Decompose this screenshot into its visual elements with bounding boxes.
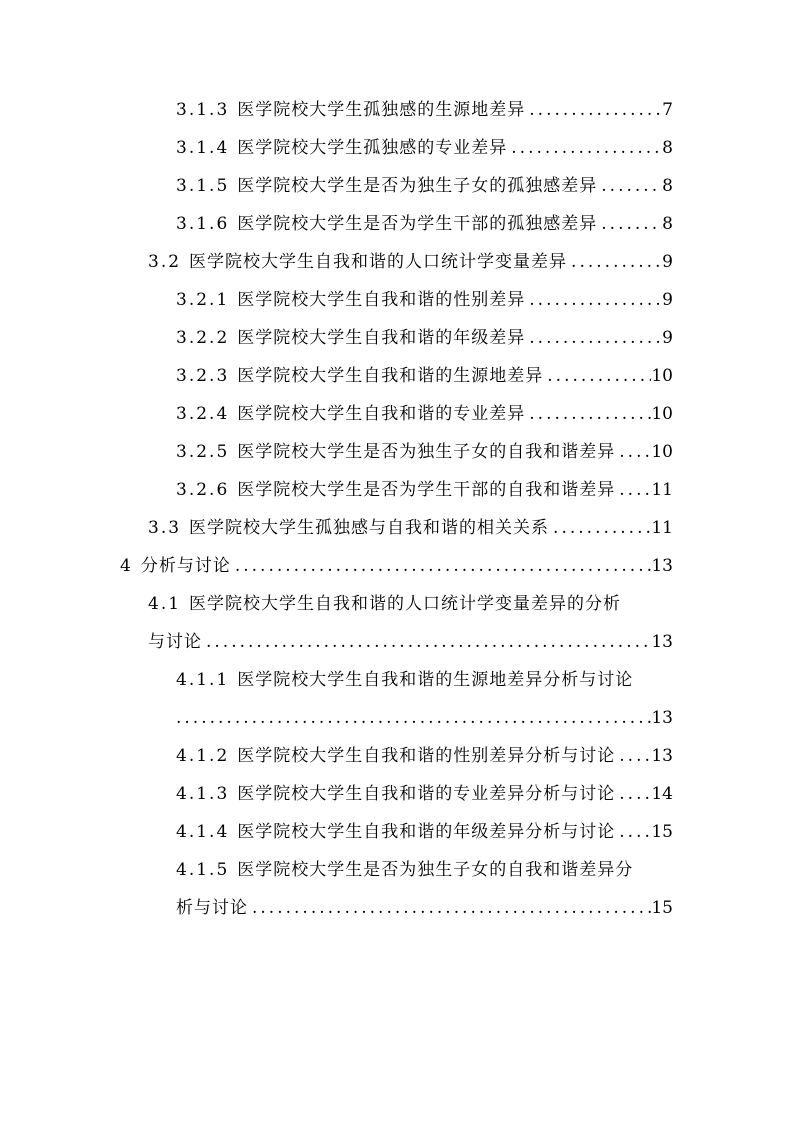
toc-entry-title: 医学院校大学生孤独感的生源地差异 [237,100,526,120]
toc-entry[interactable] [0,442,793,462]
toc-entry[interactable] [0,594,793,614]
toc-entry-page: 15 [651,822,673,842]
toc-entry[interactable] [0,404,793,424]
toc-entry-page: 13 [651,556,673,576]
toc-entry-title-continued: 与讨论 [148,632,202,652]
toc-leader-dots [615,822,651,842]
toc-entry[interactable] [0,176,793,196]
toc-leader-dots [525,328,662,348]
toc-entry-title: 医学院校大学生自我和谐的年级差异分析与讨论 [237,822,616,842]
toc-entry[interactable] [0,290,793,310]
toc-entry-title: 医学院校大学生是否为独生子女的孤独感差异 [237,176,598,196]
toc-entry[interactable] [0,518,793,538]
toc-entry[interactable] [0,328,793,348]
toc-entry[interactable] [0,138,793,158]
toc-entry-title: 医学院校大学生自我和谐的专业差异 [237,404,526,424]
toc-entry-title: 医学院校大学生自我和谐的生源地差异 [237,366,544,386]
toc-entry[interactable] [0,746,793,766]
toc-entry-page: 13 [651,708,673,728]
toc-leader-dots [231,556,652,576]
toc-entry-page: 14 [651,784,673,804]
toc-entry-title: 医学院校大学生自我和谐的生源地差异分析与讨论 [237,670,634,690]
toc-leader-dots [248,898,651,918]
toc-entry-number: 4.1.2 [176,746,230,766]
toc-entry-title: 医学院校大学生是否为学生干部的孤独感差异 [237,214,598,234]
toc-entry-number: 3.2.1 [176,290,230,310]
toc-entry-page: 8 [662,138,673,158]
toc-leader-dots [597,214,662,234]
toc-entry-page: 11 [651,480,673,500]
toc-entry-page: 9 [662,328,673,348]
toc-entry[interactable] [0,784,793,804]
toc-leader-dots [543,366,651,386]
toc-entry-page: 10 [651,404,673,424]
toc-entry[interactable] [0,670,793,690]
toc-leader-dots [615,480,651,500]
toc-leader-dots [567,252,662,272]
toc-entry-number: 3.2.5 [176,442,230,462]
toc-entry-number: 4.1.4 [176,822,230,842]
toc-leader-dots [202,632,651,652]
toc-leader-dots [525,100,662,120]
toc-entry-title: 医学院校大学生自我和谐的性别差异分析与讨论 [237,746,616,766]
toc-entry-page: 8 [662,176,673,196]
toc-leader-dots [597,176,662,196]
toc-entry-number: 4 [120,556,133,576]
toc-entry[interactable] [0,860,793,880]
toc-entry[interactable] [0,822,793,842]
toc-entry-page: 9 [662,290,673,310]
toc-entry-title: 医学院校大学生是否为学生干部的自我和谐差异 [237,480,616,500]
toc-entry-number: 3.2 [148,252,182,272]
toc-entry-title-continued: 析与讨论 [176,898,248,918]
toc-leader-dots [615,784,651,804]
toc-entry-title: 分析与讨论 [140,556,231,576]
toc-leader-dots [549,518,651,538]
toc-leader-dots [507,138,662,158]
toc-leader-dots [176,708,651,728]
toc-entry-title: 医学院校大学生是否为独生子女的自我和谐差异 [237,442,616,462]
toc-leader-dots [525,404,651,424]
toc-entry-title: 医学院校大学生自我和谐的性别差异 [237,290,526,310]
toc-entry-number: 4.1 [148,594,182,614]
toc-entry-title: 医学院校大学生是否为独生子女的自我和谐差异分 [237,860,634,880]
toc-entry-page: 7 [662,100,673,120]
toc-entry-number: 3.3 [148,518,182,538]
toc-entry-number: 4.1.3 [176,784,230,804]
toc-entry-continuation[interactable] [0,898,793,918]
toc-entry-number: 3.1.4 [176,138,230,158]
toc-entry[interactable] [0,480,793,500]
toc-entry-number: 4.1.5 [176,860,230,880]
toc-entry-page: 10 [651,442,673,462]
toc-entry[interactable] [0,100,793,120]
toc-entry-number: 3.1.3 [176,100,230,120]
toc-entry-page: 8 [662,214,673,234]
toc-entry-number: 3.2.6 [176,480,230,500]
toc-entry-page: 13 [651,746,673,766]
toc-entry[interactable] [0,252,793,272]
toc-entry-page: 9 [662,252,673,272]
toc-entry-number: 3.1.5 [176,176,230,196]
toc-leader-dots [525,290,662,310]
toc-leader-dots [615,746,651,766]
table-of-contents [0,100,793,936]
toc-entry-continuation[interactable] [0,632,793,652]
toc-entry-page: 10 [651,366,673,386]
toc-entry-title: 医学院校大学生孤独感与自我和谐的相关关系 [189,518,550,538]
toc-entry-title: 医学院校大学生自我和谐的年级差异 [237,328,526,348]
toc-entry[interactable] [0,214,793,234]
toc-entry-title: 医学院校大学生自我和谐的专业差异分析与讨论 [237,784,616,804]
toc-entry-page: 15 [651,898,673,918]
toc-entry-number: 3.2.3 [176,366,230,386]
toc-entry-page: 13 [651,632,673,652]
toc-entry-continuation[interactable] [0,708,793,728]
toc-entry-title: 医学院校大学生自我和谐的人口统计学变量差异的分析 [189,594,622,614]
toc-entry-title: 医学院校大学生孤独感的专业差异 [237,138,508,158]
toc-entry-number: 4.1.1 [176,670,230,690]
toc-entry-number: 3.2.2 [176,328,230,348]
toc-entry[interactable] [0,366,793,386]
toc-entry-number: 3.1.6 [176,214,230,234]
toc-entry[interactable] [0,556,793,576]
toc-entry-number: 3.2.4 [176,404,230,424]
toc-leader-dots [615,442,651,462]
toc-entry-page: 11 [651,518,673,538]
toc-entry-title: 医学院校大学生自我和谐的人口统计学变量差异 [189,252,568,272]
